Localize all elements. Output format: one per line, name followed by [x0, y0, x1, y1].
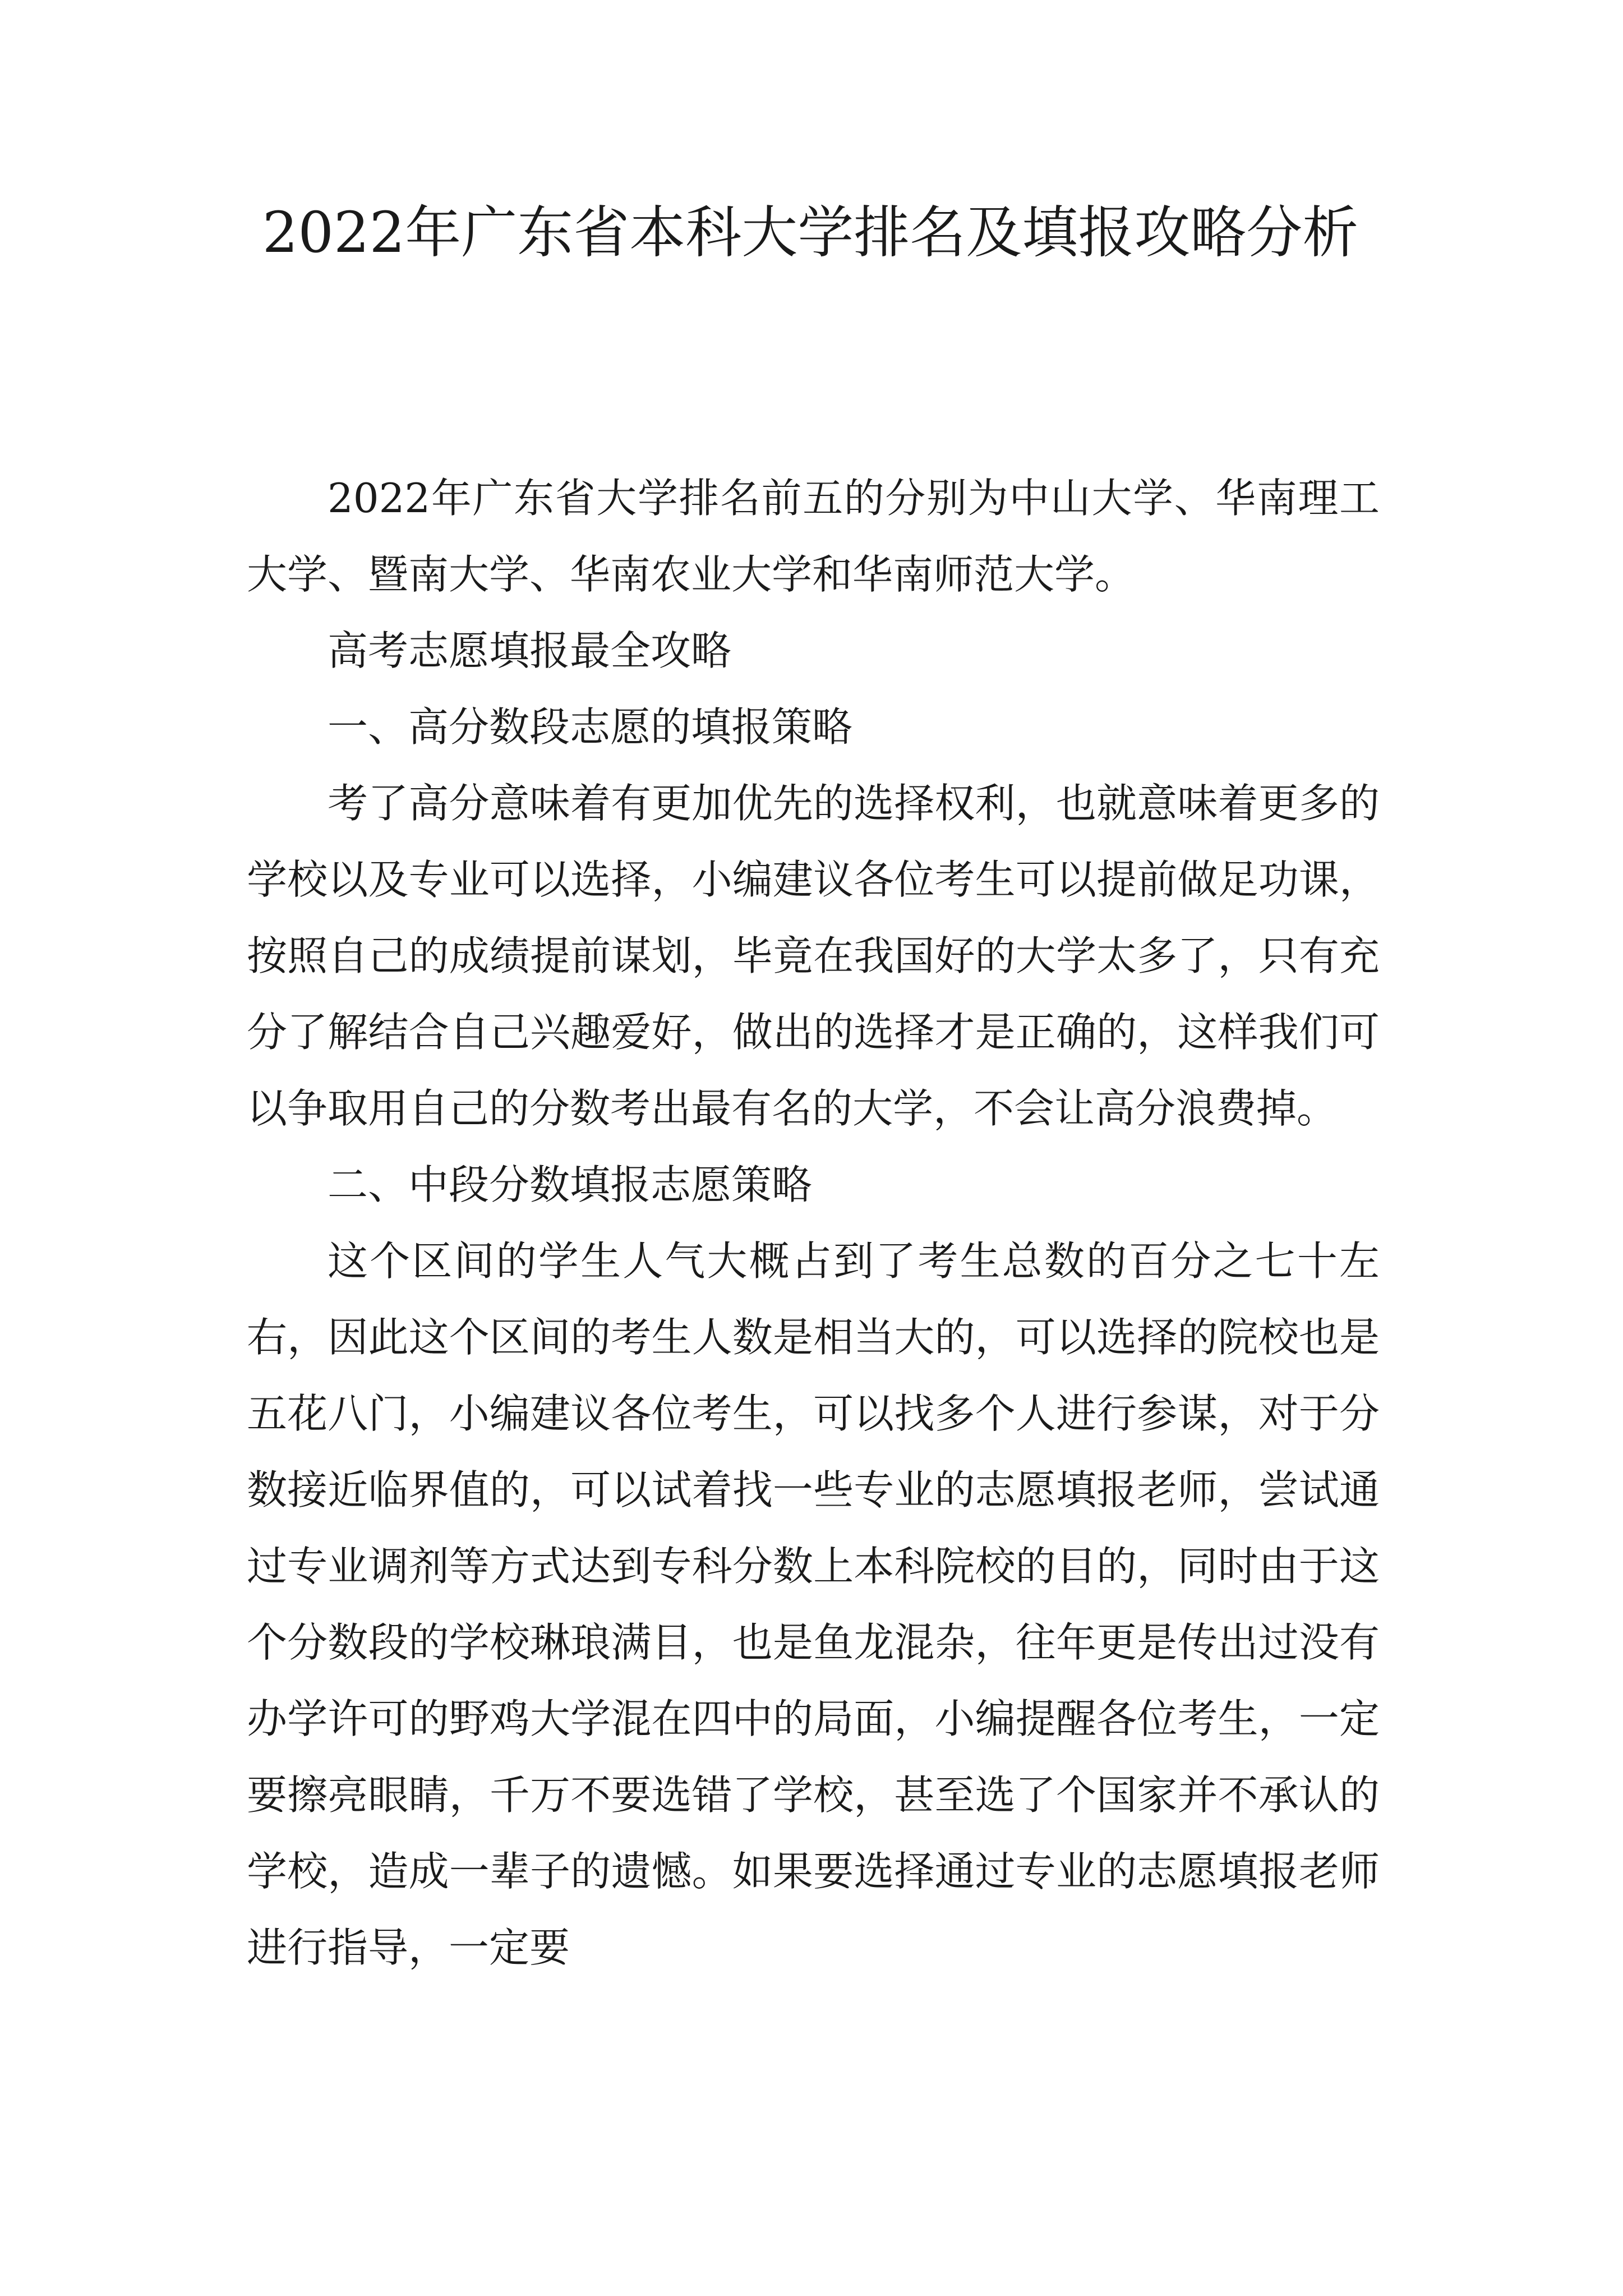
section-heading-high-score: 一、高分数段志愿的填报策略 [328, 703, 853, 751]
document-title: 2022年广东省本科大学排名及填报攻略分析 [262, 200, 1359, 265]
section-heading-guide: 高考志愿填报最全攻略 [328, 627, 732, 674]
section-heading-mid-score: 二、中段分数填报志愿策略 [328, 1161, 813, 1208]
paragraph-ranking-summary: 2022年广东省大学排名前五的分别为中山大学、华南理工大学、暨南大学、华南农业大学和华南师范大学。 [247, 475, 1380, 598]
paragraph-high-score-strategy: 考了高分意味着有更加优先的选择权利，也就意味着更多的学校以及专业可以选择，小编建议各位考生可以提前做足功课，按照自己的成绩提前谋划，毕竟在我国好的大学太多了，只有充分了解结合自己兴趣爱好，做出的选择才是正确的，这样我们可以争取用自己的分数考出最有名的大学，不会让高分浪费掉。 [247, 780, 1380, 1132]
paragraph-mid-score-strategy: 这个区间的学生人气大概占到了考生总数的百分之七十左右，因此这个区间的考生人数是相当大的，可以选择的院校也是五花八门，小编建议各位考生，可以找多个人进行参谋，对于分数接近临界值的，可以试着找一些专业的志愿填报老师，尝试通过专业调剂等方式达到专科分数上本科院校的目的，同时由于这个分数段的学校琳琅满目，也是鱼龙混杂，往年更是传出过没有办学许可的野鸡大学混在四中的局面，小编提醒各位考生，一定要擦亮眼睛，千万不要选错了学校，甚至选了个国家并不承认的学校，造成一辈子的遗憾。如果要选择通过专业的志愿填报老师进行指导，一定要 [247, 1237, 1380, 1971]
document-body [247, 460, 1380, 1986]
